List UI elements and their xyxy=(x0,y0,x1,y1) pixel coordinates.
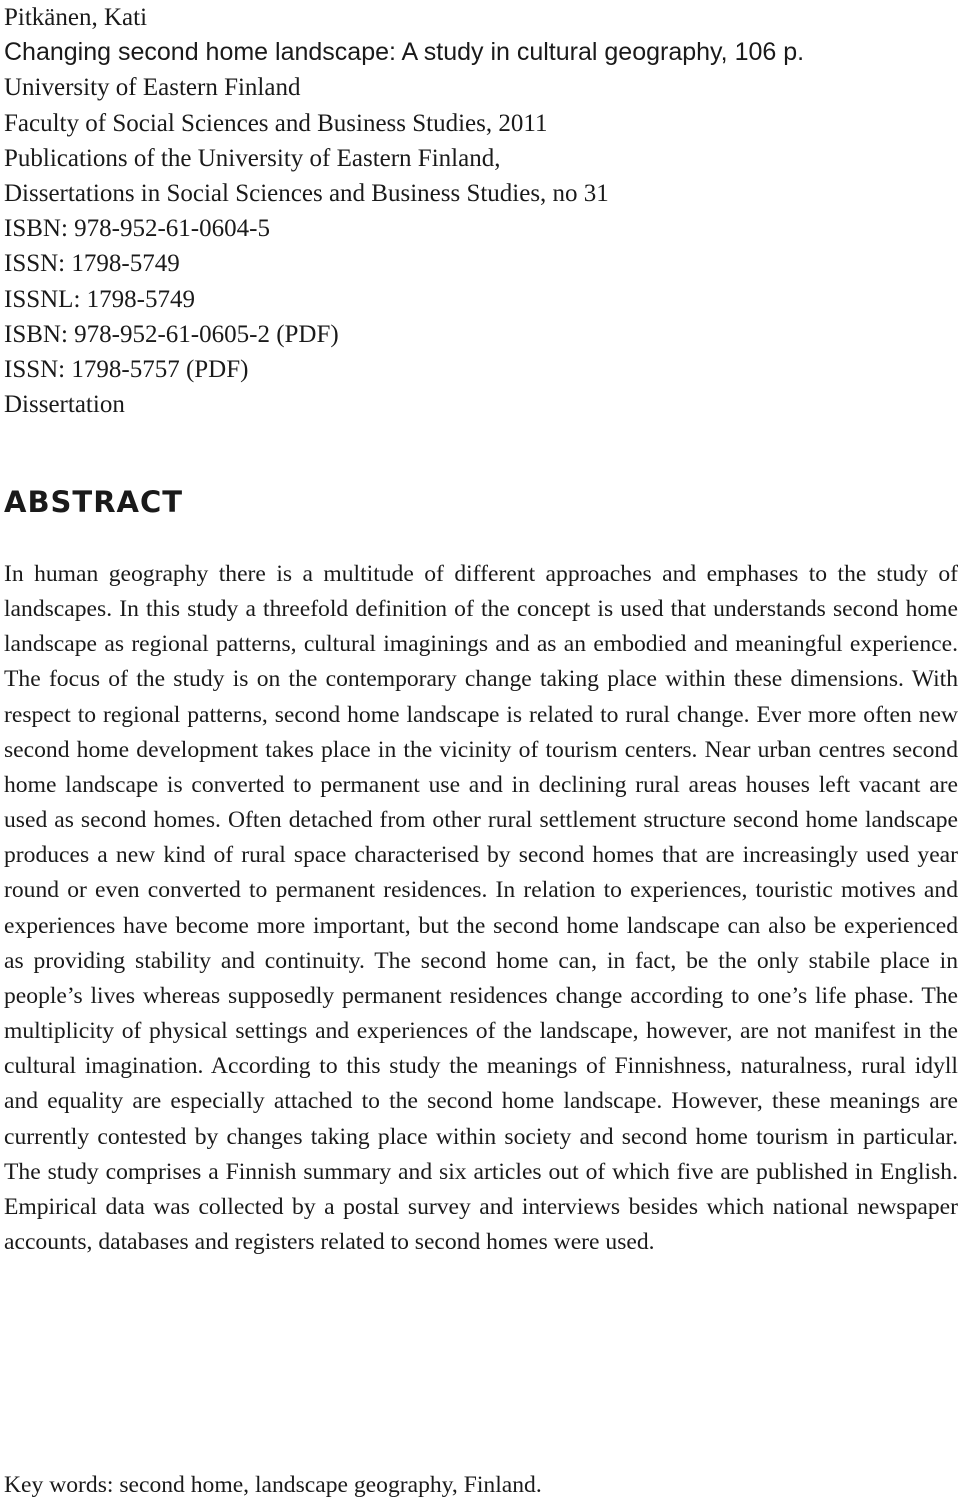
document-type-line: Dissertation xyxy=(4,391,125,419)
issn-pdf-line: ISSN: 1798-5757 (PDF) xyxy=(4,356,249,384)
issn-print-line: ISSN: 1798-5749 xyxy=(4,250,180,278)
university-line: University of Eastern Finland xyxy=(4,74,301,102)
author-line: Pitkänen, Kati xyxy=(4,4,148,31)
issnl-line: ISSNL: 1798-5749 xyxy=(4,285,195,313)
publication-series-line: Publications of the University of Eastern Finland, xyxy=(4,144,501,172)
faculty-line: Faculty of Social Sciences and Business Studies, 2011 xyxy=(4,109,548,137)
isbn-pdf-line: ISBN: 978-952-61-0605-2 (PDF) xyxy=(4,320,339,348)
keywords-line: Key words: second home, landscape geography, Finland. xyxy=(4,1472,542,1498)
abstract-heading: ABSTRACT xyxy=(4,485,184,519)
abstract-body: In human geography there is a multitude of different approaches and emphases to the study of landscapes. In this study a threefold definition of the concept is used that understands second home landscape as regional patterns, cultural imaginings and as an embodied and meaningful experience. The focus of the study is on the contemporary change taking place within these dimensions. With respect to regional patterns, second home landscape is related to rural change. Ever more often new second home development takes place in the vicinity of tourism centers. Near urban centres second home landscape is converted to permanent use and in declining rural areas houses left vacant are used as second homes. Often detached from other rural settlement structure second home landscape produces a new kind of rural space characterised by second homes that are increasingly used year round or even converted to permanent residences. In relation to experiences, touristic motives and experiences have become more important, but the second home landscape can also be experienced as providing stability and continuity. The second home can, in fact, be the only stabile place in people’s lives whereas supposedly permanent residences change according to one’s life phase. The multiplicity of physical settings and experiences of the landscape, however, are not manifest in the cultural imagination. According to this study the meanings of Finnishness, naturalness, rural idyll and equality are especially attached to the second home landscape. However, these meanings are currently contested by changes taking place within society and second home tourism in particular. The study comprises a Finnish summary and six articles out of which five are published in English. Empirical data was collected by a postal survey and interviews besides which national newspaper accounts, databases and registers related to second homes were used. xyxy=(4,561,958,1255)
isbn-print-line: ISBN: 978-952-61-0604-5 xyxy=(4,215,270,243)
dissertation-series-line: Dissertations in Social Sciences and Business Studies, no 31 xyxy=(4,180,609,208)
bibliographic-metadata xyxy=(4,0,954,422)
title-line: Changing second home landscape: A study in cultural geography, 106 p. xyxy=(4,38,805,67)
